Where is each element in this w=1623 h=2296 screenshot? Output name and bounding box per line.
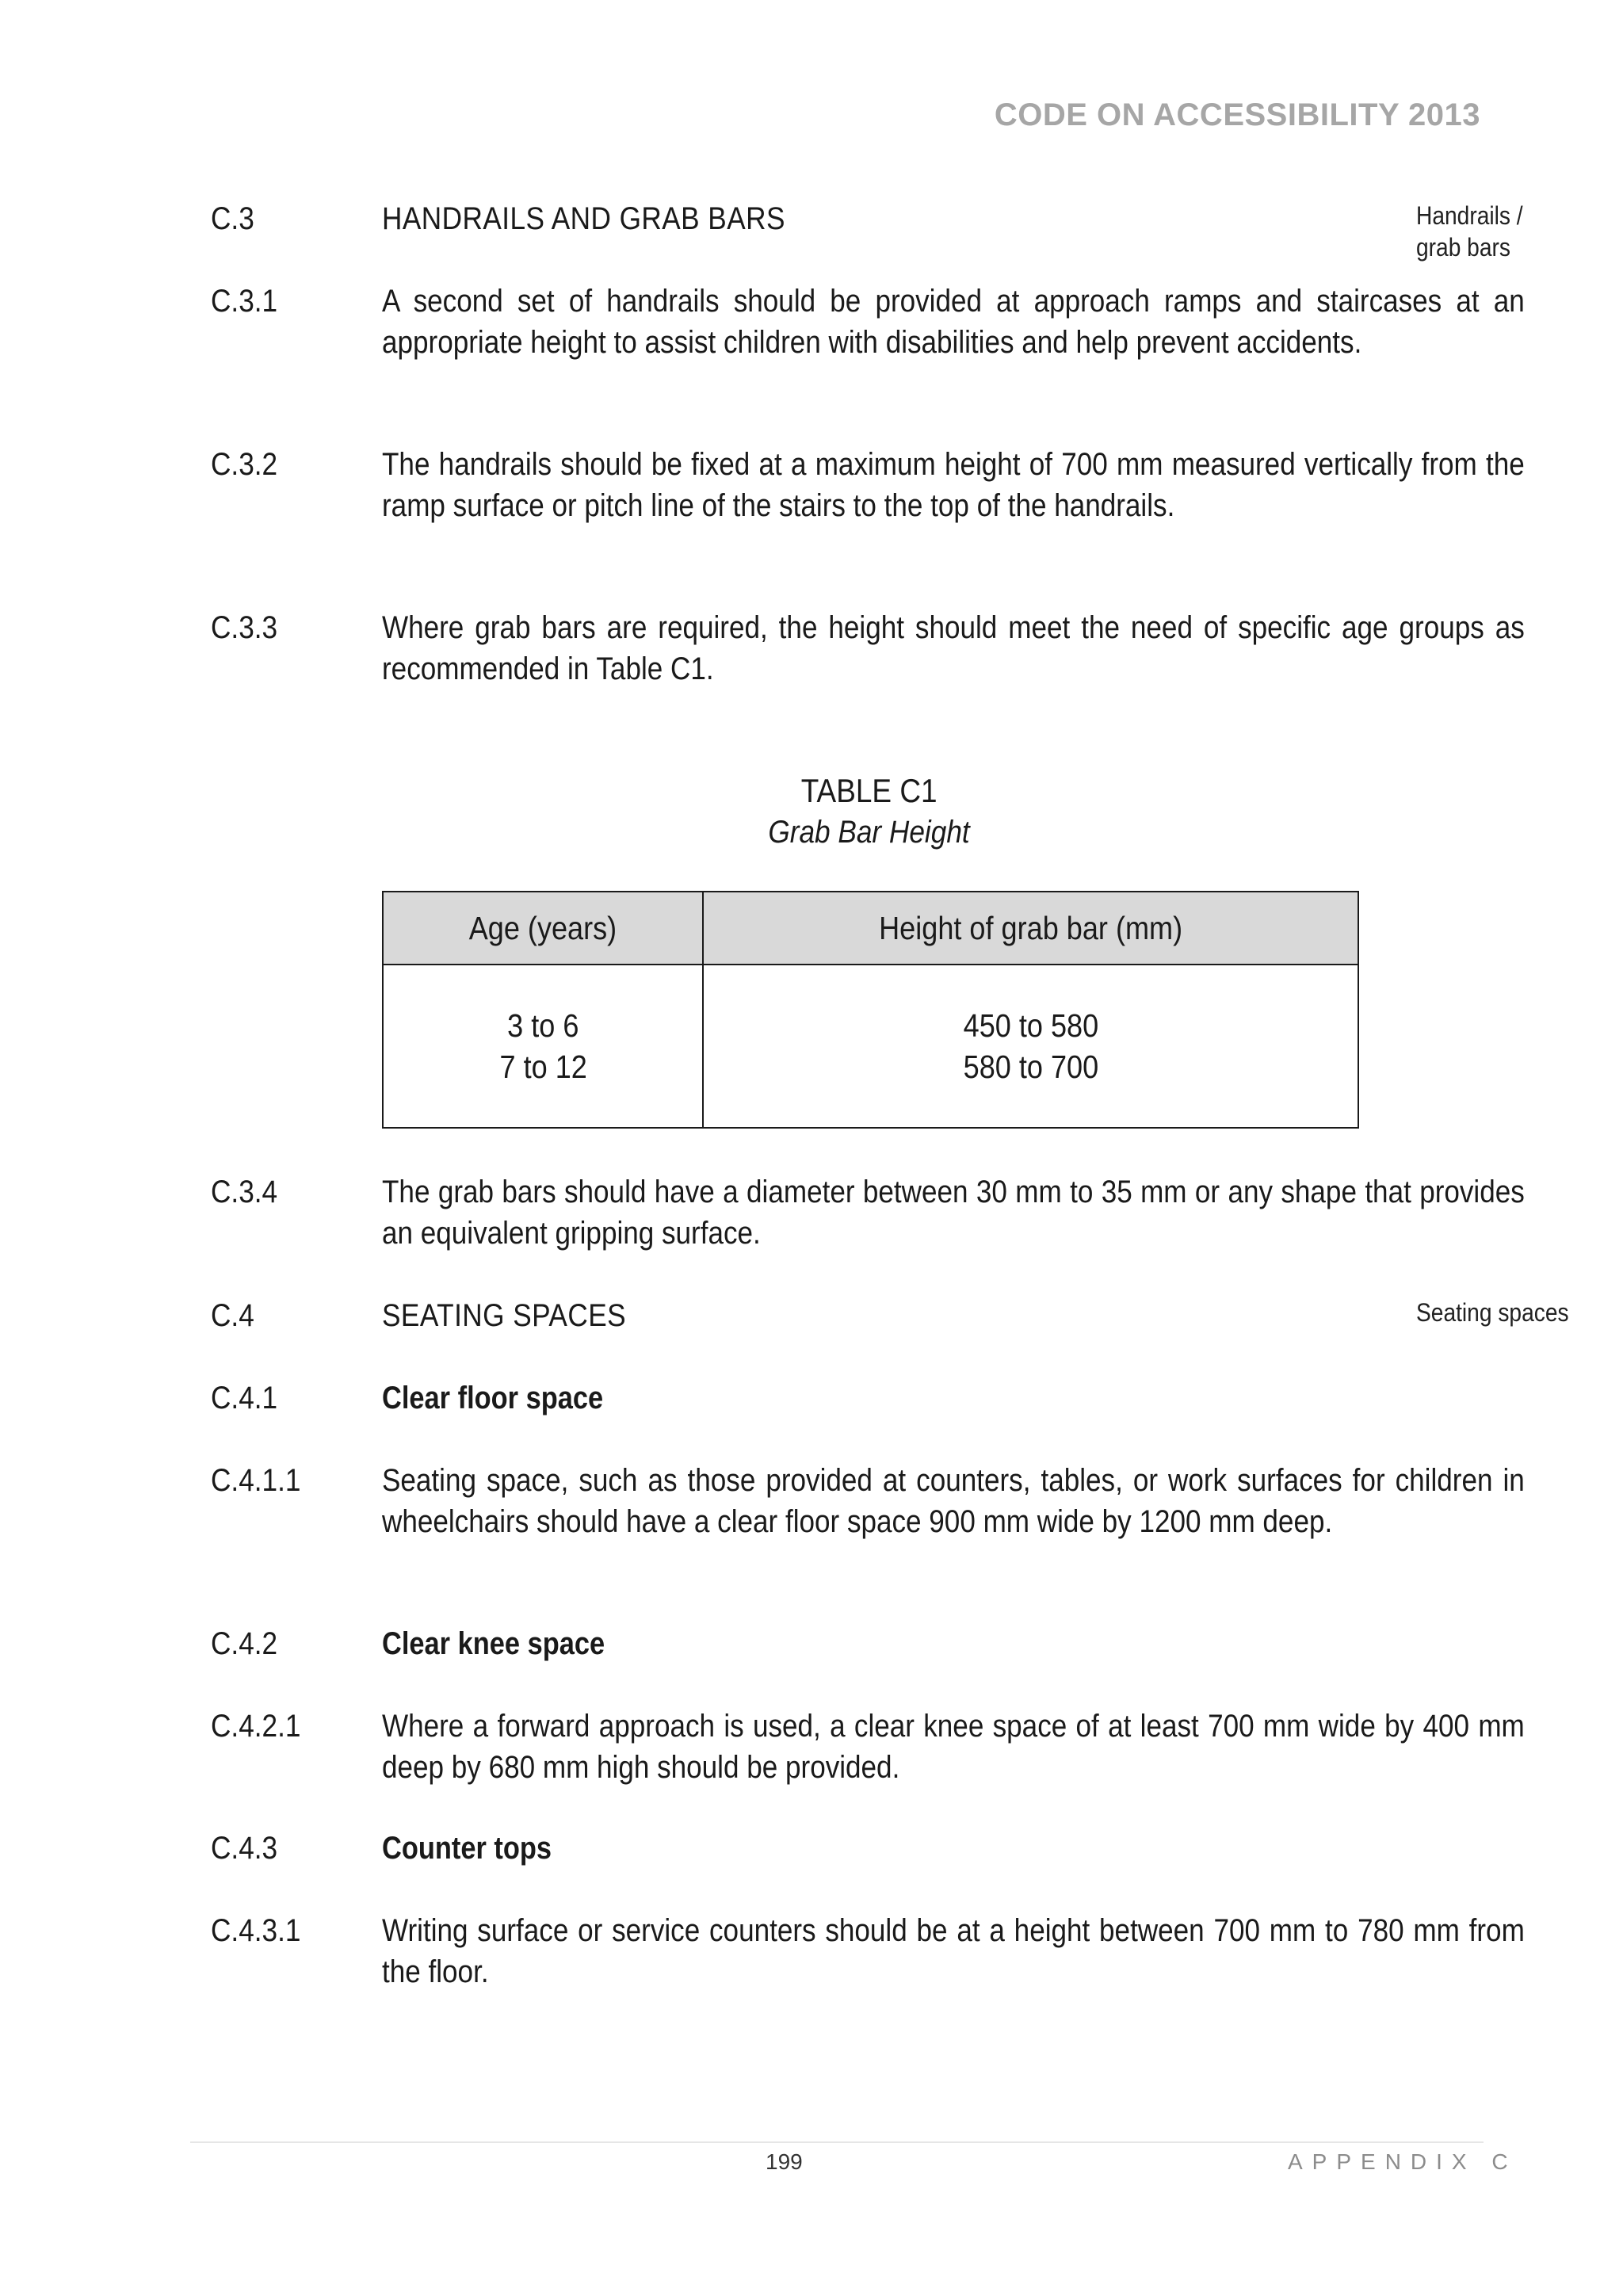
subsection-heading: Clear floor space	[382, 1381, 604, 1415]
section-heading: SEATING SPACES	[382, 1298, 627, 1333]
subsection-number: C.4.3	[211, 1831, 278, 1866]
clause-number: C.3.3	[211, 610, 278, 645]
clause-text: The grab bars should have a diameter between 30 mm to 35 mm or any shape that provides an equivalent gripping surface.	[382, 1175, 1525, 1251]
table-caption: TABLE C1	[801, 772, 938, 809]
document-header-title: CODE ON ACCESSIBILITY 2013	[994, 97, 1480, 132]
table-subtitle: Grab Bar Height	[768, 815, 971, 850]
margin-note: Seating spaces	[1416, 1298, 1569, 1327]
subsection-number: C.4.2	[211, 1626, 278, 1661]
clause-number: C.3.4	[211, 1175, 278, 1209]
table-header-cell: Height of grab bar (mm)	[703, 892, 1358, 965]
subsection-heading: Clear knee space	[382, 1626, 605, 1661]
table-header-cell: Age (years)	[383, 892, 703, 965]
section-heading: HANDRAILS AND GRAB BARS	[382, 201, 785, 236]
footer-appendix-label: APPENDIX C	[1288, 2149, 1518, 2174]
page-number: 199	[766, 2149, 803, 2174]
grab-bar-height-table	[382, 891, 1359, 1129]
clause-text: A second set of handrails should be provided at approach ramps and staircases at an appropriate height to assist children with disabilities and help prevent accidents.	[382, 284, 1525, 360]
clause-text: The handrails should be fixed at a maximum height of 700 mm measured vertically from the ramp surface or pitch line of the stairs to the top of the handrails.	[382, 447, 1525, 523]
clause-text: Seating space, such as those provided at counters, tables, or work surfaces for children in wheelchairs should have a clear floor space 900 mm wide by 1200 mm deep.	[382, 1463, 1525, 1539]
section-number: C.4	[211, 1298, 254, 1333]
table-header-row	[383, 892, 1358, 965]
clause-number: C.4.1.1	[211, 1463, 301, 1498]
clause-number: C.4.2.1	[211, 1709, 301, 1744]
clause-text: Writing surface or service counters should be at a height between 700 mm to 780 mm from the floor.	[382, 1913, 1525, 1989]
section-number: C.3	[211, 201, 254, 236]
table-row	[383, 965, 1358, 1128]
clause-number: C.4.3.1	[211, 1913, 301, 1948]
clause-text: Where grab bars are required, the height should meet the need of specific age groups as recommended in Table C1.	[382, 610, 1525, 686]
clause-number: C.3.2	[211, 447, 278, 482]
table-cell: 3 to 6 7 to 12	[383, 965, 703, 1128]
table-cell: 450 to 580 580 to 700	[703, 965, 1358, 1128]
margin-note: Handrails / grab bars	[1416, 201, 1523, 262]
clause-number: C.3.1	[211, 284, 278, 319]
subsection-number: C.4.1	[211, 1381, 278, 1415]
footer-divider	[190, 2141, 1484, 2143]
subsection-heading: Counter tops	[382, 1831, 552, 1866]
clause-text: Where a forward approach is used, a clear knee space of at least 700 mm wide by 400 mm deep by 680 mm high should be provided.	[382, 1709, 1525, 1785]
